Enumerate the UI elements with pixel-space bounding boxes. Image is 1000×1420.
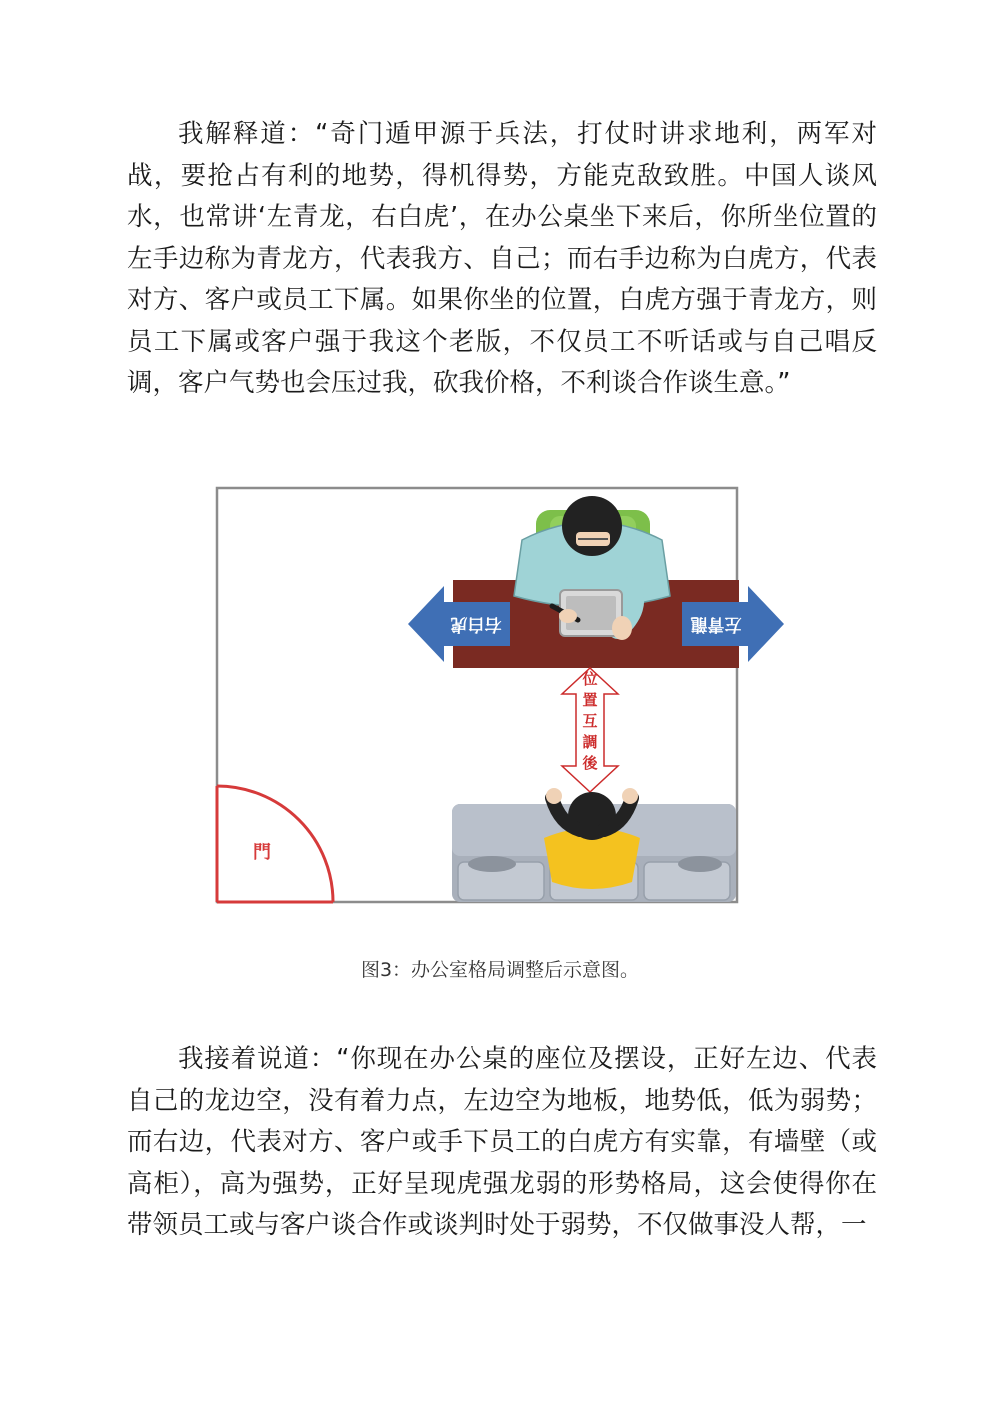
- tablet: [552, 590, 632, 640]
- swap-label-5: 後: [582, 754, 598, 772]
- left-arrow-label: 右白虎: [450, 614, 502, 634]
- swap-label-4: 調: [582, 733, 598, 751]
- door-label: 門: [253, 842, 271, 863]
- body-paragraph-1: 我解释道：“奇门遁甲源于兵法，打仗时讲求地利，两军对战，要抢占有利的地势，得机得势，方能克敌致胜。中国人谈风水，也常讲‘左青龙，右白虎’，在办公桌坐下来后，你所坐位置的左手边称为青龙方，代表我方、自己；而右手边称为白虎方，代表对方、客户或员工下属。如果你坐的位置，白虎方强于青龙方，则员工下属或客户强于我这个老版，不仅员工不听话或与自己唱反调，客户气势也会压过我，砍我价格，不利谈合作谈生意。”: [127, 119, 877, 398]
- right-arrow-label: 左青龍: [690, 614, 742, 634]
- swap-label-3: 互: [582, 712, 598, 730]
- visitor-figure: [544, 788, 640, 889]
- figure-caption: 图3：办公室格局调整后示意图。: [360, 959, 640, 981]
- office-layout-figure: [200, 478, 800, 918]
- body-paragraph-2: 我接着说道：“你现在办公桌的座位及摆设，正好左边、代表自己的龙边空，没有着力点，左边空为地板，地势低，低为弱势；而右边，代表对方、客户或手下员工的白虎方有实靠，有墙壁（或高柜），高为强势，正好呈现虎强龙弱的形势格局，这会使得你在带领员工或与客户谈合作或谈判时处于弱势，不仅做事没人帮，一: [127, 1044, 877, 1240]
- swap-label-2: 置: [582, 691, 598, 709]
- swap-label-1: 位: [582, 670, 598, 688]
